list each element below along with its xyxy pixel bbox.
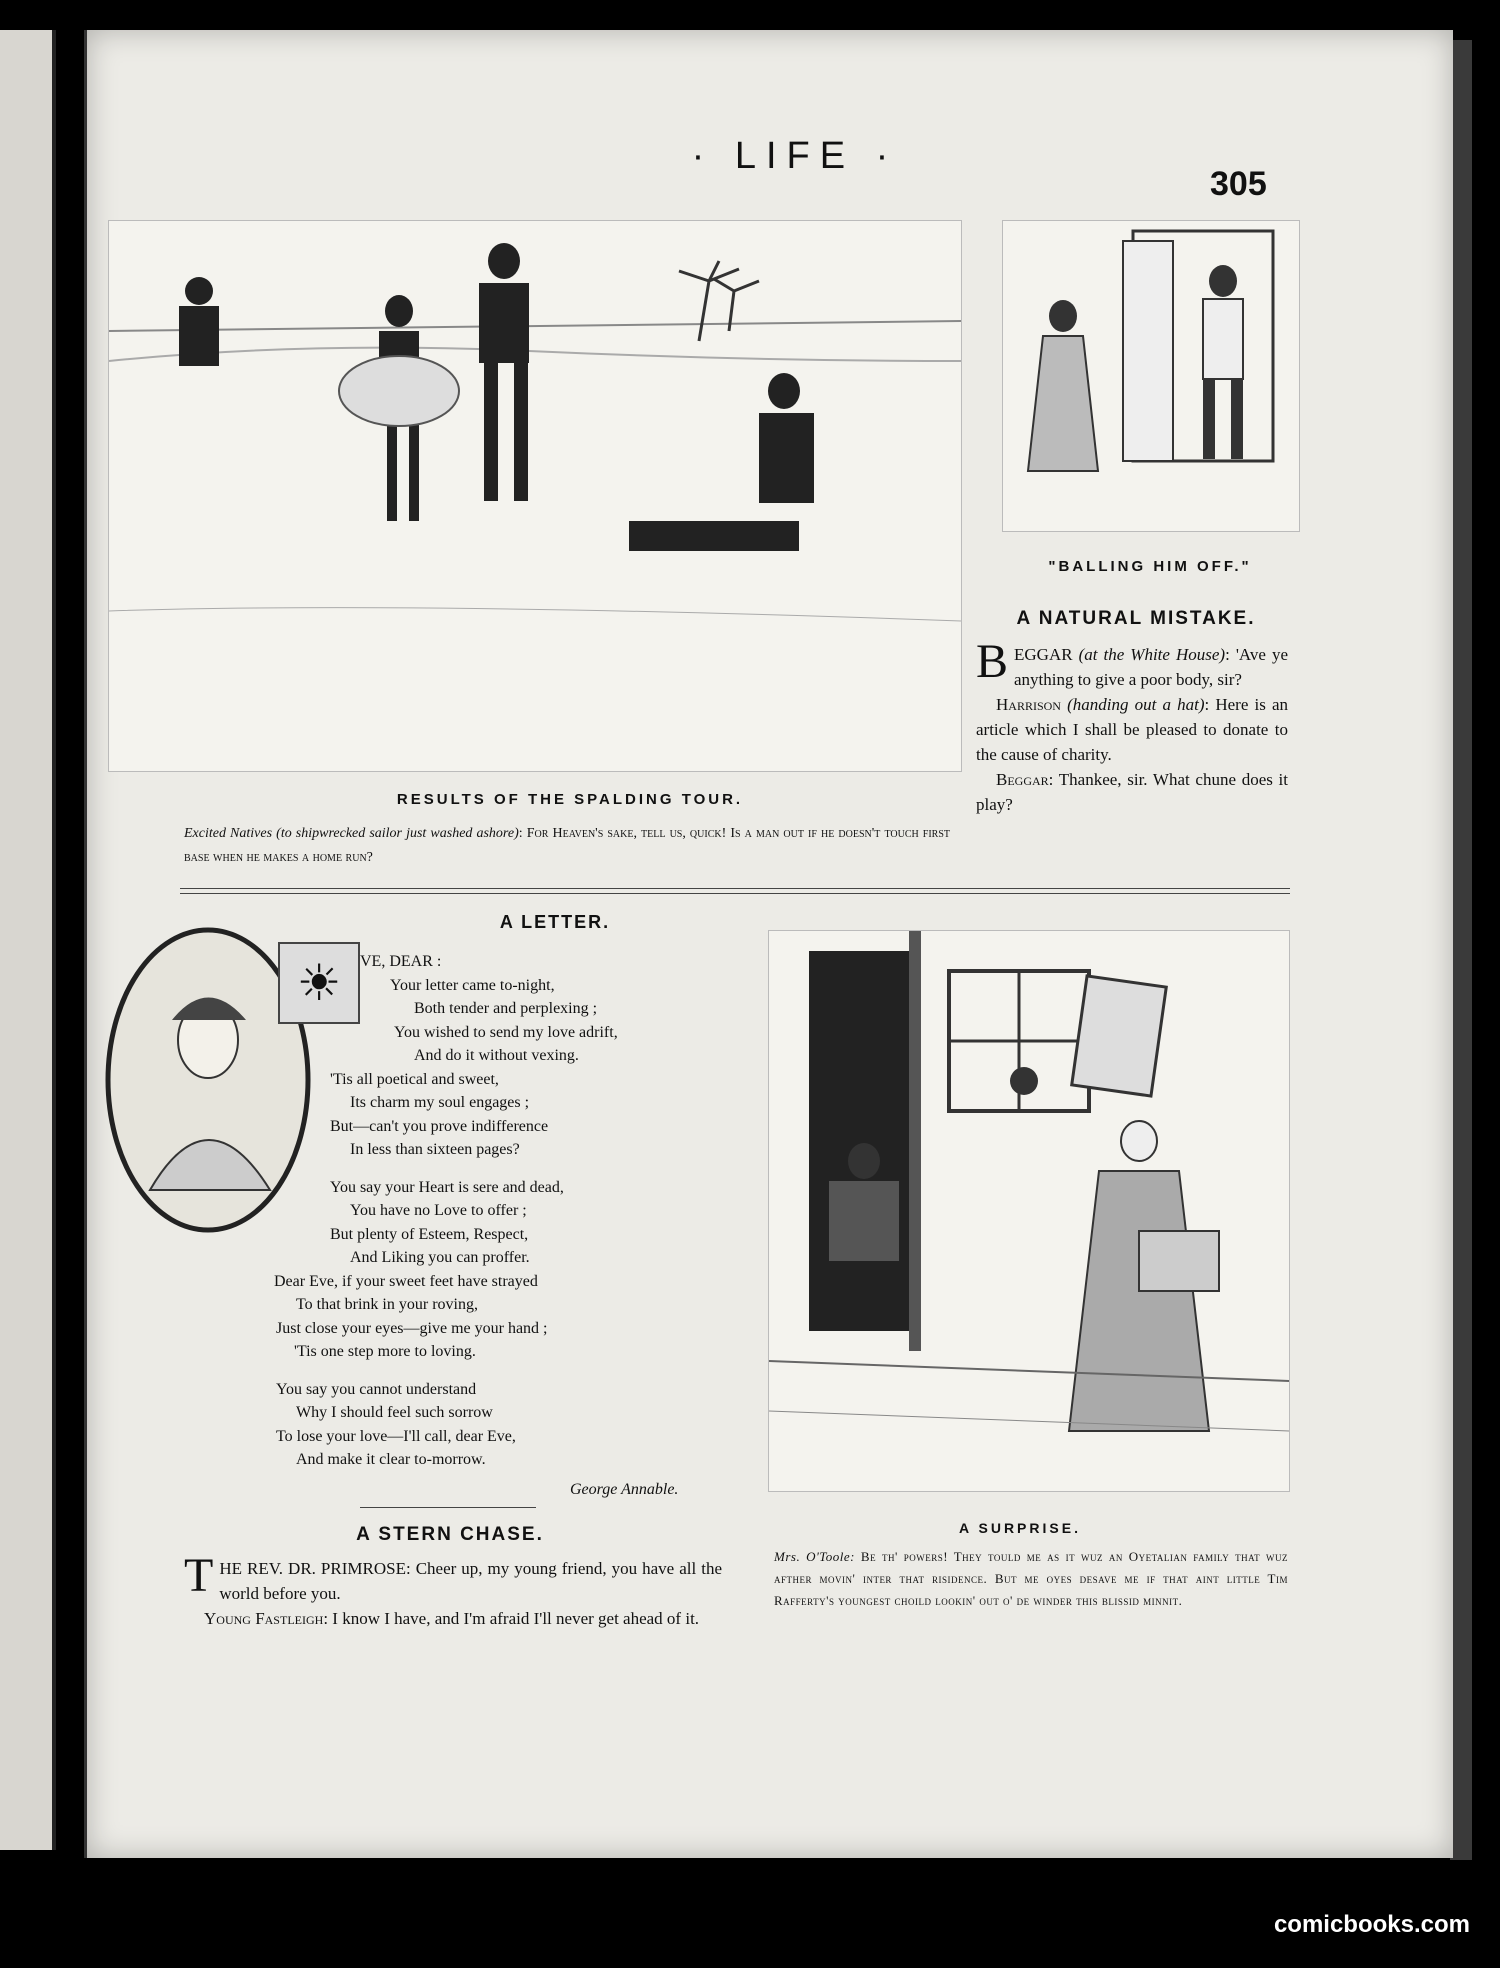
dropcap-ornament: ☀ [278,942,360,1024]
letter-salutation: VE, DEAR : [360,953,442,970]
natural-mistake-heading: A NATURAL MISTAKE. [1016,608,1256,629]
balling-him-off-caption: "BALLING HIM OFF." [1048,558,1252,575]
poem-line: Both tender and perplexing ; [414,1000,598,1017]
poem-line: Dear Eve, if your sweet feet have strayed [274,1272,538,1290]
natural-mistake-line-1: : 'Ave ye anything to give a poor body, sir? [1014,645,1289,689]
natural-mistake-stage-1: (at the White House) [1078,645,1226,664]
poem-line: 'Tis one step more to loving. [294,1343,476,1360]
stern-chase-text [184,1549,722,1631]
section-divider-bottom [180,893,1290,894]
poem-line: You have no Love to offer ; [350,1202,527,1219]
surprise-speaker: Mrs. O'Toole: [774,1549,856,1564]
poem-line: You say you cannot understand [276,1380,477,1398]
poem-line: But plenty of Esteem, Respect, [330,1225,529,1243]
spalding-speaker: Excited Natives [184,826,273,841]
natural-mistake-speaker-1: EGGAR [1014,645,1073,664]
natural-mistake-stage-2: (handing out a hat) [1067,695,1205,714]
natural-mistake-text [976,635,1289,817]
poem-line: Your letter came to-night, [390,976,555,994]
spalding-tour-caption-title: RESULTS OF THE SPALDING TOUR. [396,791,744,808]
surprise-illustration [768,930,1290,1492]
surprise-caption-title: A SURPRISE. [959,1520,1081,1536]
site-watermark: comicbooks.com [1250,1902,1470,1948]
masthead-title: · LIFE · [691,135,899,177]
poem-line: To lose your love—I'll call, dear Eve, [276,1427,516,1445]
surprise-text: Be th' powers! They tould me as it wuz an Oyetalian family that wuz afther movin' inter that risidence. But me oyes desave me if that aint little Tim Rafferty's youngest choild lookin' out o' de winder this blissid minnit. [774,1549,1288,1608]
stern-chase-heading: A STERN CHASE. [356,1524,544,1545]
spalding-tour-caption [184,822,950,870]
letter-heading: A LETTER. [499,912,611,932]
stern-chase-dropcap: T [184,1549,214,1602]
poem-line: You say your Heart is sere and dead, [330,1178,564,1196]
poem-line: In less than sixteen pages? [350,1141,520,1158]
natural-mistake-speaker-2: Harrison [996,695,1061,714]
poem-line: Its charm my soul engages ; [350,1094,530,1111]
stern-chase-line-1: HE REV. DR. PRIMROSE: Cheer up, my young friend, you have all the world before you. [219,1559,722,1603]
poem-line: And Liking you can proffer. [350,1249,530,1266]
spalding-stage-direction: (to shipwrecked sailor just washed ashore) [276,826,519,841]
adjacent-page-edge [0,30,56,1850]
balling-him-off-illustration [1002,220,1300,532]
spalding-tour-illustration [108,220,962,772]
poem-line: Why I should feel such sorrow [296,1404,493,1421]
section-divider-top [180,888,1290,889]
spalding-line: : For Heaven's sake, tell us, quick! Is a man out if he doesn't touch first base when he makes a home run? [184,826,951,865]
natural-mistake-dropcap: B [976,635,1009,688]
natural-mistake-speaker-3: Beggar [996,770,1049,789]
poem-line: And do it without vexing. [414,1047,579,1064]
page-number: 305 [1210,165,1267,203]
surprise-caption [774,1546,1288,1612]
stern-chase-speaker-2: Young Fastleigh [204,1609,324,1628]
letter-end-rule [360,1507,536,1508]
poem-line: And make it clear to-morrow. [296,1451,486,1468]
letter-poem [274,950,734,1501]
poem-line: 'Tis all poetical and sweet, [330,1070,499,1088]
natural-mistake-line-3: : Thankee, sir. What chune does it play? [976,770,1288,814]
stern-chase-line-2: : I know I have, and I'm afraid I'll never get ahead of it. [323,1609,700,1628]
letter-author: George Annable. [570,1480,679,1498]
poem-line: To that brink in your roving, [296,1296,478,1313]
binding-edge [1450,40,1472,1860]
natural-mistake-line-2: : Here is an article which I shall be pleased to donate to the cause of charity. [976,695,1289,764]
poem-line: Just close your eyes—give me your hand ; [276,1319,548,1337]
poem-line: You wished to send my love adrift, [394,1023,618,1041]
poem-line: But—can't you prove indifference [330,1117,549,1135]
